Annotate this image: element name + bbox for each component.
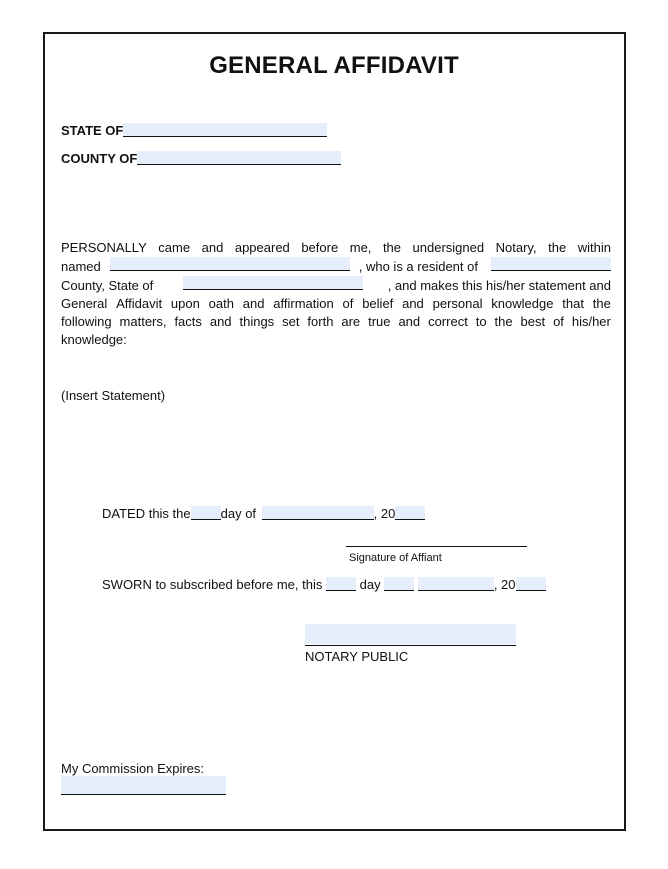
affiant-name-field[interactable] xyxy=(110,257,350,271)
word: the xyxy=(494,314,513,329)
affidavit-paragraph xyxy=(61,239,611,349)
word: PERSONALLY xyxy=(61,240,147,255)
word: Notary, xyxy=(495,240,537,255)
word: best xyxy=(520,314,546,329)
sworn-row xyxy=(102,577,546,592)
word: his/her xyxy=(571,314,611,329)
word: before xyxy=(301,240,339,255)
dated-prefix: DATED this the xyxy=(102,506,191,521)
state-label: STATE OF xyxy=(61,123,124,138)
word: came xyxy=(158,240,191,255)
paragraph-line-1 xyxy=(61,239,611,257)
word: are xyxy=(341,314,361,329)
word: and xyxy=(201,240,224,255)
word: forth xyxy=(307,314,334,329)
word: and xyxy=(402,296,424,311)
county-field[interactable] xyxy=(137,151,341,165)
affiant-signature-label: Signature of Affiant xyxy=(349,552,442,564)
word: the xyxy=(382,240,402,255)
dated-day-field[interactable] xyxy=(191,506,221,520)
word: belief xyxy=(362,296,394,311)
word: affirmation xyxy=(273,296,334,311)
word: and xyxy=(242,296,265,311)
word: matters, xyxy=(119,314,167,329)
word: the xyxy=(592,296,611,311)
paragraph-line-5 xyxy=(61,313,611,331)
notary-signature-line xyxy=(305,625,516,646)
dated-year-field[interactable] xyxy=(395,506,425,520)
sworn-month-field[interactable] xyxy=(418,577,494,591)
word: knowledge xyxy=(491,296,554,311)
word: me, xyxy=(349,240,372,255)
word: the xyxy=(548,240,567,255)
word: to xyxy=(475,314,487,329)
county-row xyxy=(61,151,341,166)
paragraph-line-3 xyxy=(61,276,611,295)
state-field[interactable] xyxy=(123,123,327,137)
sworn-comma-20: , 20 xyxy=(493,577,516,592)
word: personal xyxy=(432,296,483,311)
word: Affidavit xyxy=(116,296,163,311)
word: undersigned xyxy=(412,240,485,255)
word: set xyxy=(282,314,300,329)
word: things xyxy=(239,314,275,329)
commission-label: My Commission Expires: xyxy=(61,761,205,776)
sworn-day-field[interactable] xyxy=(326,577,356,591)
word: true xyxy=(368,314,391,329)
word: General xyxy=(61,296,108,311)
insert-statement: (Insert Statement) xyxy=(61,388,166,403)
document-title: GENERAL AFFIDAVIT xyxy=(209,52,459,79)
dated-day-of: day of xyxy=(220,506,257,521)
resident-label: , who is a resident of xyxy=(358,259,478,274)
sworn-prefix: SWORN to subscribed before me, this xyxy=(102,577,323,592)
word: following xyxy=(61,314,112,329)
county-label: COUNTY OF xyxy=(61,151,138,166)
commission-date-line xyxy=(61,776,226,795)
word: within xyxy=(577,240,611,255)
word: upon xyxy=(170,296,200,311)
dated-row xyxy=(102,506,425,521)
paragraph-line-4 xyxy=(61,295,611,313)
sworn-year-field[interactable] xyxy=(516,577,546,591)
paragraph-line-2 xyxy=(61,257,611,276)
word: of xyxy=(553,314,564,329)
word: that xyxy=(562,296,584,311)
word: facts xyxy=(174,314,202,329)
notary-public-label: NOTARY PUBLIC xyxy=(305,649,409,664)
resident-state-field[interactable] xyxy=(183,276,363,290)
word: and xyxy=(398,314,421,329)
dated-month-field[interactable] xyxy=(262,506,374,520)
word: of xyxy=(342,296,354,311)
word: appeared xyxy=(234,240,290,255)
sworn-blank-field[interactable] xyxy=(384,577,414,591)
county-state-label: County, State of xyxy=(61,278,154,293)
named-label: named xyxy=(61,259,101,274)
word: and xyxy=(209,314,232,329)
sworn-day-label: day xyxy=(359,577,381,592)
dated-comma-20: , 20 xyxy=(373,506,396,521)
paragraph-line-6: knowledge: xyxy=(61,332,127,347)
resident-county-field[interactable] xyxy=(491,257,611,271)
word: oath xyxy=(208,296,234,311)
word: correct xyxy=(428,314,468,329)
statement-label: , and makes this his/her statement and xyxy=(387,278,611,293)
affiant-signature-line[interactable] xyxy=(346,534,527,547)
state-row xyxy=(61,123,327,138)
